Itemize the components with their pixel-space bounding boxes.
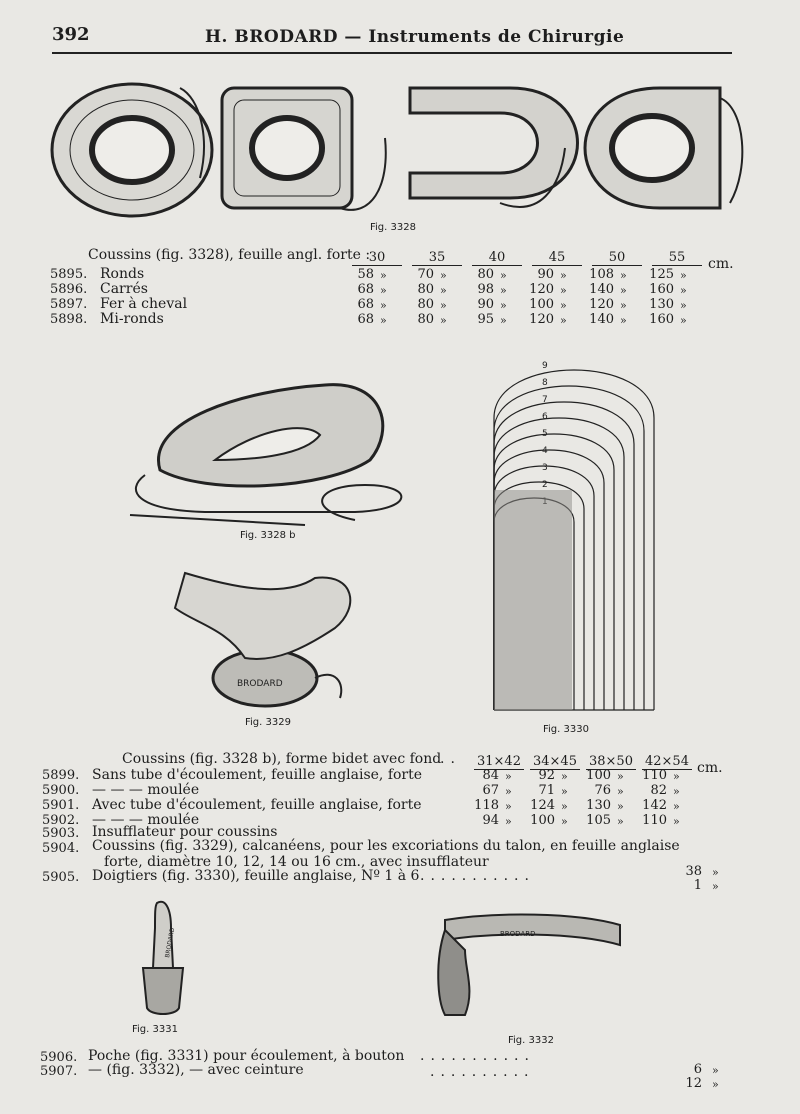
table1-cell: 130 xyxy=(649,297,674,312)
table2-cell: 84 xyxy=(482,768,499,783)
table1-cell: 125 xyxy=(649,267,674,282)
table1-col-4: 50 xyxy=(592,250,642,266)
finger-cot-size-label: 2 xyxy=(542,480,548,490)
table1-price-mark: » xyxy=(440,284,447,297)
table2-cell: 130 xyxy=(586,798,611,813)
table1-row-label: Ronds xyxy=(100,266,145,282)
table1-cell: 68 xyxy=(357,312,374,327)
table1-price-mark: » xyxy=(500,284,507,297)
table1-price-mark: » xyxy=(680,314,687,327)
item-5907-dots: .......... xyxy=(430,1064,535,1080)
item-5905-text: Doigtiers (fig. 3330), feuille anglaise, Nº 1 à 6 xyxy=(92,868,420,884)
table1-price-mark: » xyxy=(620,314,627,327)
table1-price-mark: » xyxy=(620,269,627,282)
finger-cot-size-label: 4 xyxy=(542,446,548,456)
item-5904-text: Coussins (fig. 3329), calcanéens, pour les excoriations du talon, en feuille anglaise xyxy=(92,838,680,854)
table2-price-mark: » xyxy=(505,770,512,783)
table2-row-label: Sans tube d'écoulement, feuille anglaise, forte xyxy=(92,767,423,783)
table1-col-0: 30 xyxy=(352,250,402,266)
table1-row-num: 5895. xyxy=(50,267,88,282)
table2-price-mark: » xyxy=(673,770,680,783)
table1-cell: 100 xyxy=(529,297,554,312)
table1-price-mark: » xyxy=(500,314,507,327)
item-5906-price-mark: » xyxy=(712,1064,719,1077)
figure-3328b-bidet-cushion xyxy=(125,380,425,530)
item-5905-price-mark: » xyxy=(712,880,719,893)
table1-row-num: 5897. xyxy=(50,297,88,312)
table1-cell: 80 xyxy=(477,267,494,282)
finger-cot-size-label: 5 xyxy=(542,429,548,439)
table1-col-2: 40 xyxy=(472,250,522,266)
table2-col-0: 31×42 xyxy=(474,754,524,770)
item-5907-price: 12 xyxy=(685,1076,702,1091)
table1-row-label: Mi-ronds xyxy=(100,311,164,327)
table1-cell: 70 xyxy=(417,267,434,282)
table1-price-mark: » xyxy=(500,269,507,282)
table2-price-mark: » xyxy=(505,800,512,813)
table2-price-mark: » xyxy=(673,785,680,798)
item-5907-text: — (fig. 3332), — avec ceinture xyxy=(88,1062,304,1078)
table2-cell: 142 xyxy=(642,798,667,813)
brand-mark-3329: BRODARD xyxy=(237,679,283,689)
table2-price-mark: » xyxy=(617,815,624,828)
table2-col-1: 34×45 xyxy=(530,754,580,770)
table2-row-num: 5902. xyxy=(42,813,80,828)
finger-cot-size-label: 3 xyxy=(542,463,548,473)
table1-col-3: 45 xyxy=(532,250,582,266)
table1-cell: 120 xyxy=(529,312,554,327)
table2-price-mark: » xyxy=(673,815,680,828)
table2-row-label: Avec tube d'écoulement, feuille anglaise, forte xyxy=(92,797,422,813)
table2-unit: cm. xyxy=(697,760,723,776)
caption-fig-3328: Fig. 3328 xyxy=(370,222,416,233)
item-5903-num: 5903. xyxy=(42,826,80,841)
table1-col-5: 55 xyxy=(652,250,702,266)
table1-price-mark: » xyxy=(680,284,687,297)
table2-cell: 100 xyxy=(586,768,611,783)
table2-col-2: 38×50 xyxy=(586,754,636,770)
finger-cot-size-label: 7 xyxy=(542,395,548,405)
table2-cell: 67 xyxy=(482,783,499,798)
table2-cell: 71 xyxy=(538,783,555,798)
table1-cell: 140 xyxy=(589,282,614,297)
table1-col-1: 35 xyxy=(412,250,462,266)
table2-cell: 82 xyxy=(650,783,667,798)
table2-price-mark: » xyxy=(561,785,568,798)
item-5904-num: 5904. xyxy=(42,841,80,856)
table2-cell: 100 xyxy=(530,813,555,828)
table1-cell: 120 xyxy=(589,297,614,312)
table1-cell: 68 xyxy=(357,297,374,312)
table1-price-mark: » xyxy=(440,314,447,327)
table1-cell: 80 xyxy=(417,312,434,327)
item-5905-num: 5905. xyxy=(42,870,80,885)
table2-price-mark: » xyxy=(617,785,624,798)
table1-cell: 80 xyxy=(417,282,434,297)
finger-cot-size-label: 8 xyxy=(542,378,548,388)
table1-price-mark: » xyxy=(560,284,567,297)
figure-3331-drainage-pouch xyxy=(135,898,195,1018)
table1-price-mark: » xyxy=(620,284,627,297)
table1-price-mark: » xyxy=(680,269,687,282)
brand-mark-3332: BRODARD xyxy=(500,930,536,938)
table1-cell: 90 xyxy=(537,267,554,282)
item-5904-text-line2: forte, diamètre 10, 12, 14 ou 16 cm., avec insufflateur xyxy=(104,854,489,870)
table2-price-mark: » xyxy=(561,815,568,828)
table2-price-mark: » xyxy=(561,800,568,813)
table1-cell: 80 xyxy=(417,297,434,312)
table1-price-mark: » xyxy=(680,299,687,312)
table1-cell: 58 xyxy=(357,267,374,282)
table2-cell: 110 xyxy=(642,768,667,783)
table1-heading: Coussins (fig. 3328), feuille angl. forte : xyxy=(88,247,371,263)
page-title: H. BRODARD — Instruments de Chirurgie xyxy=(205,27,625,47)
finger-cot-size-label: 6 xyxy=(542,412,548,422)
table1-cell: 68 xyxy=(357,282,374,297)
table2-heading-dots: .. xyxy=(440,751,461,767)
table1-row-label: Fer à cheval xyxy=(100,296,188,312)
table1-price-mark: » xyxy=(620,299,627,312)
table1-price-mark: » xyxy=(560,314,567,327)
table1-cell: 160 xyxy=(649,282,674,297)
brand-mark-3331: BRODARD xyxy=(164,927,177,959)
item-5906-num: 5906. xyxy=(40,1050,78,1065)
table2-row-label: — — — moulée xyxy=(92,812,200,828)
figure-3332-pouch-with-belt xyxy=(435,910,630,1025)
table2-price-mark: » xyxy=(617,800,624,813)
table2-row-label: — — — moulée xyxy=(92,782,200,798)
table2-heading: Coussins (fig. 3328 b), forme bidet avec fond xyxy=(122,751,442,767)
item-5905-price: 1 xyxy=(693,878,702,893)
item-5906-text: Poche (fig. 3331) pour écoulement, à bouton xyxy=(88,1048,405,1064)
caption-fig-3328b: Fig. 3328 b xyxy=(240,530,296,541)
table1-cell: 108 xyxy=(589,267,614,282)
table1-cell: 140 xyxy=(589,312,614,327)
item-5906-price: 6 xyxy=(693,1062,702,1077)
table2-price-mark: » xyxy=(505,785,512,798)
item-5907-num: 5907. xyxy=(40,1064,78,1079)
table1-price-mark: » xyxy=(380,284,387,297)
item-5907-price-mark: » xyxy=(712,1078,719,1091)
figure-3328-cushions xyxy=(40,78,760,218)
table2-col-3: 42×54 xyxy=(642,754,692,770)
caption-fig-3331: Fig. 3331 xyxy=(132,1024,178,1035)
table1-price-mark: » xyxy=(560,269,567,282)
table1-row-num: 5898. xyxy=(50,312,88,327)
table1-row-num: 5896. xyxy=(50,282,88,297)
item-5903-text: Insufflateur pour coussins xyxy=(92,824,278,840)
item-5905-dots: ........... xyxy=(420,868,535,884)
table2-cell: 92 xyxy=(538,768,555,783)
caption-fig-3330: Fig. 3330 xyxy=(543,724,589,735)
item-5904-price: 38 xyxy=(685,864,702,879)
table1-price-mark: » xyxy=(380,269,387,282)
table1-cell: 160 xyxy=(649,312,674,327)
figure-3329-heel-cushion xyxy=(165,568,365,713)
finger-cot-size-label: 9 xyxy=(542,361,548,371)
item-5904-price-mark: » xyxy=(712,866,719,879)
table1-row-label: Carrés xyxy=(100,281,148,297)
table2-cell: 118 xyxy=(474,798,499,813)
caption-fig-3329: Fig. 3329 xyxy=(245,717,291,728)
table2-row-num: 5900. xyxy=(42,783,80,798)
table1-cell: 90 xyxy=(477,297,494,312)
table2-cell: 110 xyxy=(642,813,667,828)
caption-fig-3332: Fig. 3332 xyxy=(508,1035,554,1046)
table1-price-mark: » xyxy=(380,299,387,312)
header-rule xyxy=(52,52,732,54)
table2-cell: 124 xyxy=(530,798,555,813)
table2-cell: 76 xyxy=(594,783,611,798)
table2-price-mark: » xyxy=(617,770,624,783)
table1-cell: 120 xyxy=(529,282,554,297)
figure-3330-finger-cots xyxy=(488,350,658,715)
table2-row-num: 5901. xyxy=(42,798,80,813)
table2-cell: 105 xyxy=(586,813,611,828)
item-5906-dots: ........... xyxy=(420,1048,535,1064)
table2-cell: 94 xyxy=(482,813,499,828)
table2-price-mark: » xyxy=(505,815,512,828)
table2-row-num: 5899. xyxy=(42,768,80,783)
table1-cell: 98 xyxy=(477,282,494,297)
table2-price-mark: » xyxy=(673,800,680,813)
table1-unit: cm. xyxy=(708,256,734,272)
page-number: 392 xyxy=(52,24,90,45)
table1-price-mark: » xyxy=(440,299,447,312)
table1-price-mark: » xyxy=(500,299,507,312)
table2-price-mark: » xyxy=(561,770,568,783)
table1-cell: 95 xyxy=(477,312,494,327)
table1-price-mark: » xyxy=(440,269,447,282)
table1-price-mark: » xyxy=(560,299,567,312)
table1-price-mark: » xyxy=(380,314,387,327)
